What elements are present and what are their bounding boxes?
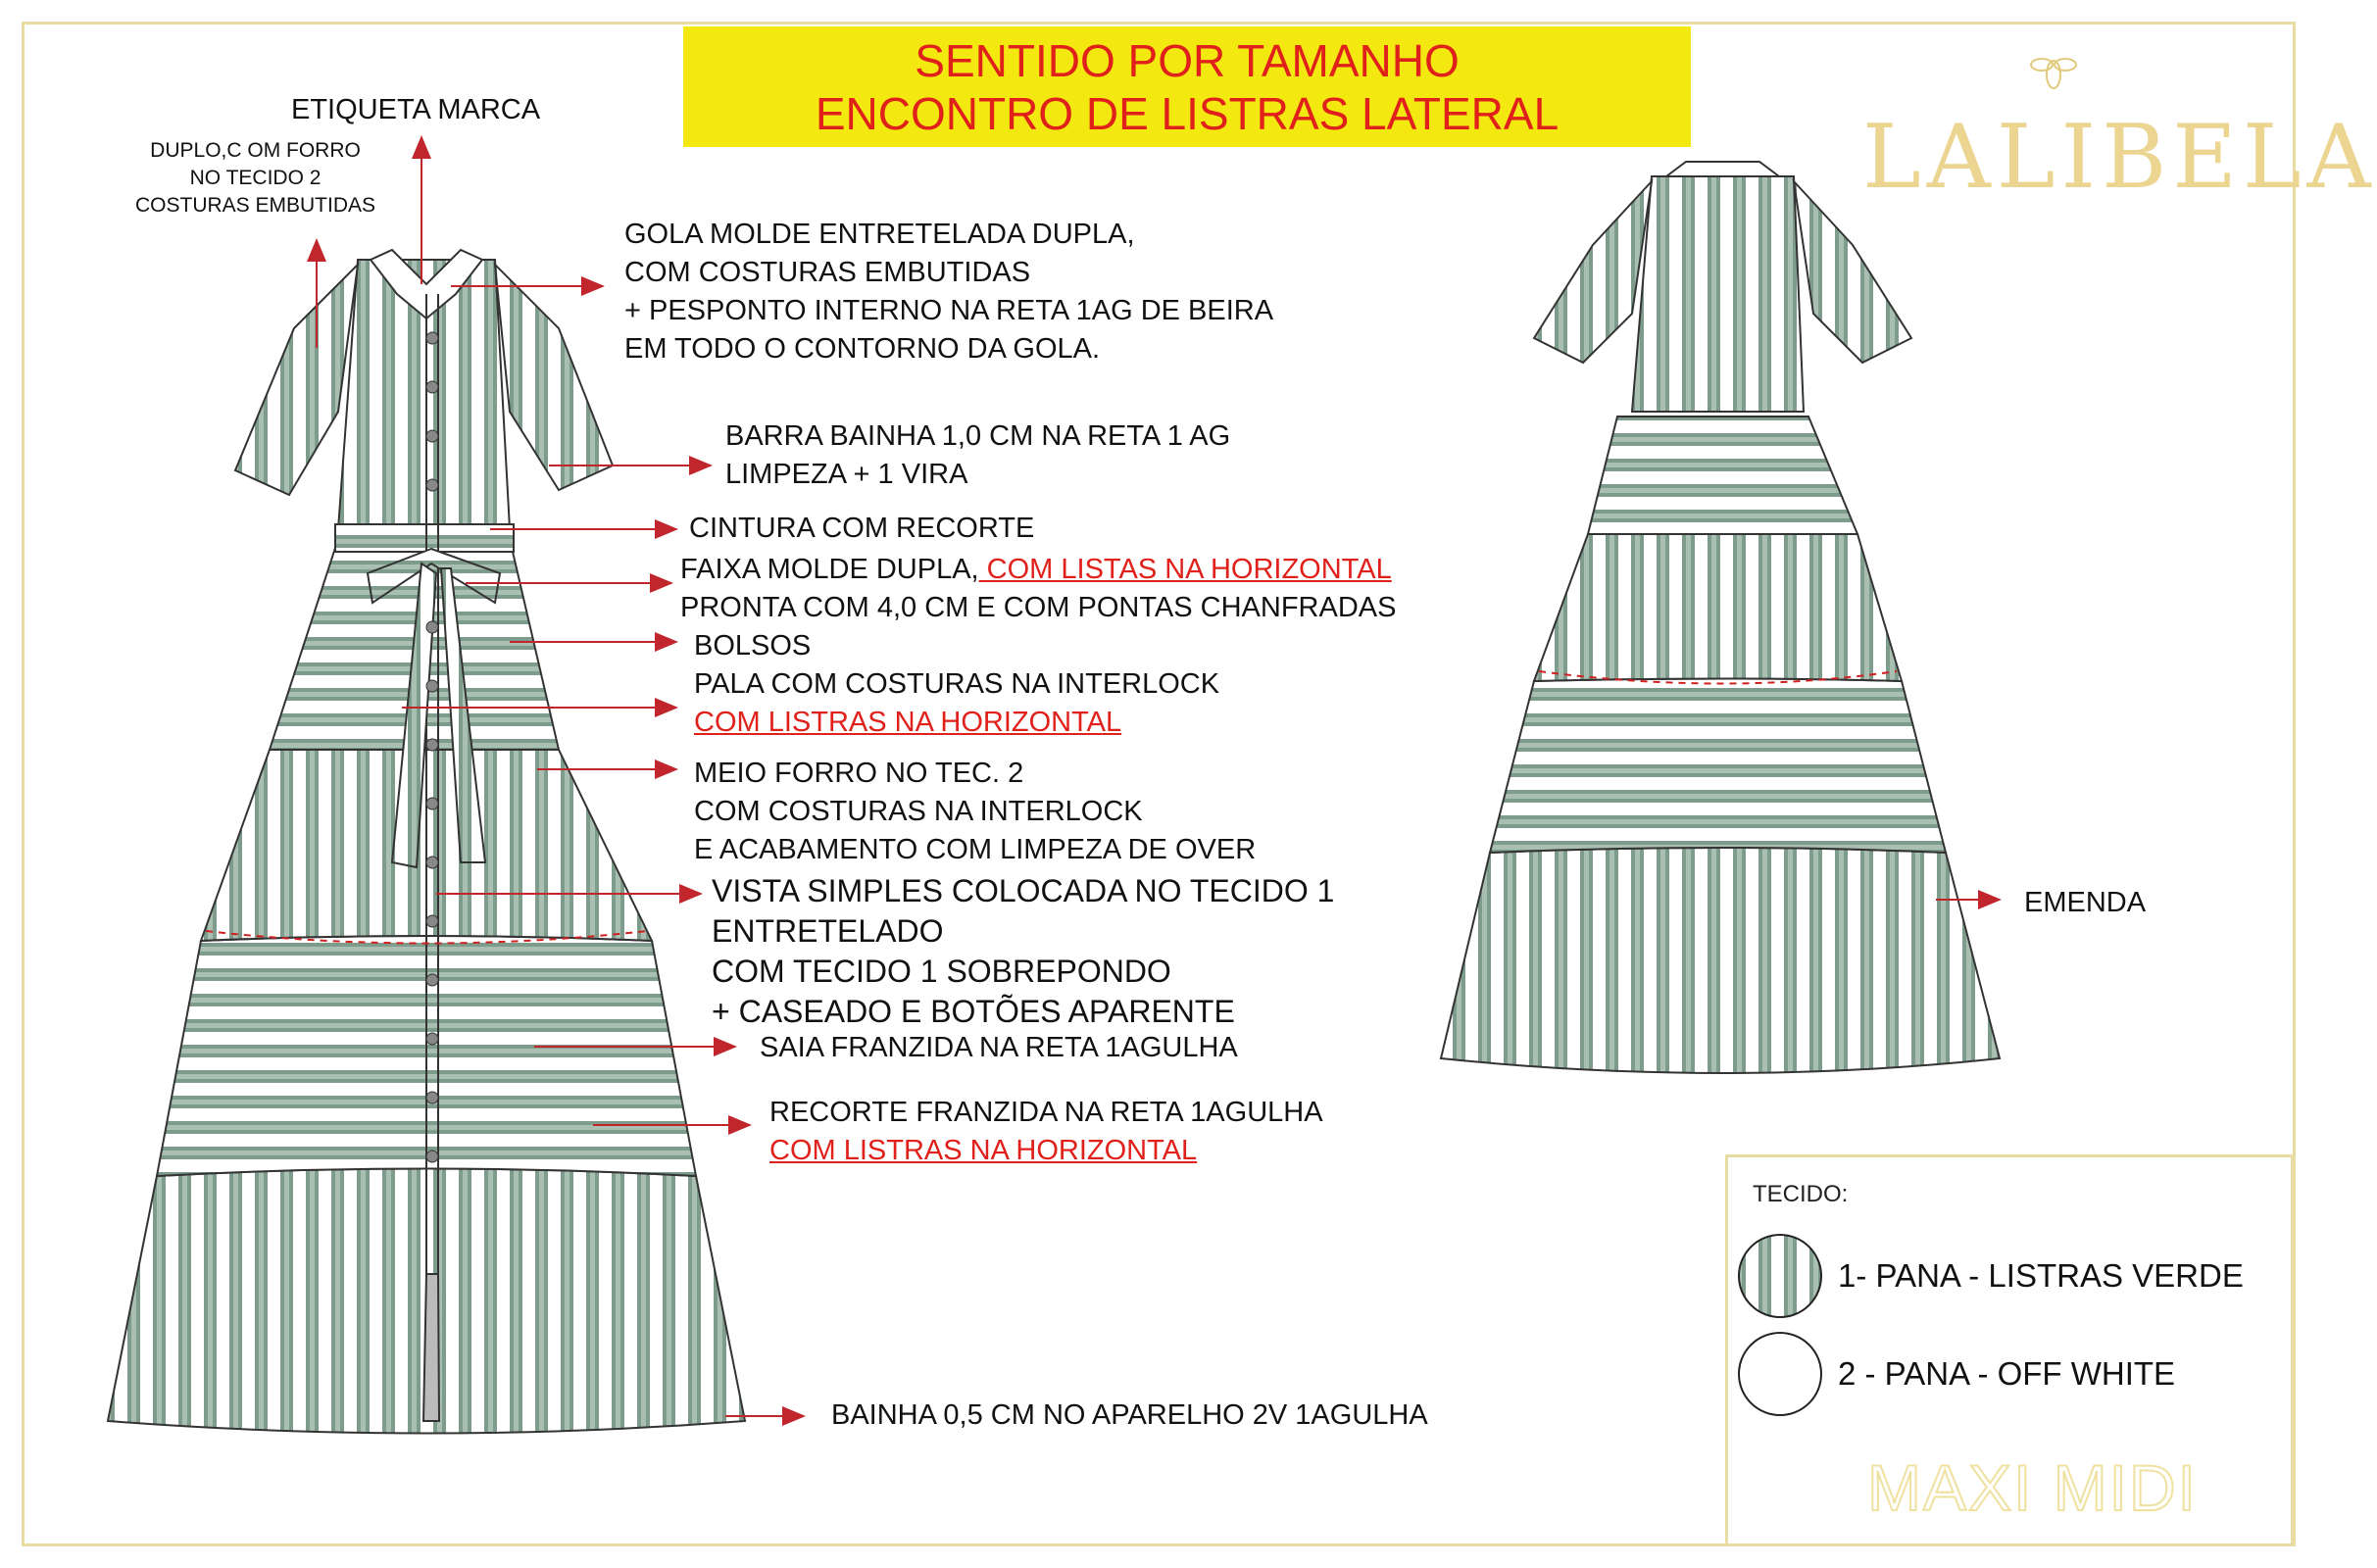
brand-logo: LALIBELA [1862,106,2377,209]
bee-icon [2029,49,2078,94]
front-right-sleeve [495,265,613,490]
label-meio-1: MEIO FORRO NO TEC. 2 [694,758,1024,789]
label-duplo-3: COSTURAS EMBUTIDAS [135,194,376,217]
label-vista-2: ENTRETELADO [712,913,944,949]
label-gola-4: EM TODO O CONTORNO DA GOLA. [624,333,1101,365]
banner-line-1: SENTIDO POR TAMANHO [915,35,1460,86]
back-skirt-tier-1 [1534,532,1902,682]
front-dress [108,250,745,1434]
label-duplo-1: DUPLO,C OM FORRO [150,139,361,162]
back-skirt-tier-2 [1490,679,1946,854]
label-bainha: BAINHA 0,5 CM NO APARELHO 2V 1AGULHA [831,1399,1428,1431]
label-bolsos: BOLSOS [694,630,812,662]
label-gola [624,216,1273,368]
label-duplo-2: NO TECIDO 2 [189,167,322,189]
label-pala [694,665,1219,742]
back-yoke [1588,416,1857,534]
label-vista-1: VISTA SIMPLES COLOCADA NO TECIDO 1 [712,873,1335,908]
back-bodice [1632,176,1804,412]
back-skirt-tier-3 [1441,848,2000,1073]
label-faixa-1b: COM LISTAS NA HORIZONTAL [978,554,1392,585]
banner-line-2: ENCONTRO DE LISTRAS LATERAL [815,88,1560,139]
label-pala-2: COM LISTRAS NA HORIZONTAL [694,707,1122,738]
label-pala-1: PALA COM COSTURAS NA INTERLOCK [694,668,1220,700]
label-etiqueta: ETIQUETA MARCA [291,94,541,125]
legend-item-2: 2 - PANA - OFF WHITE [1838,1355,2176,1392]
label-recorte [769,1094,1323,1170]
label-gola-2: COM COSTURAS EMBUTIDAS [624,257,1031,288]
label-recorte-1: RECORTE FRANZIDA NA RETA 1AGULHA [769,1097,1323,1128]
label-duplo [135,137,375,220]
instruction-banner [683,26,1691,147]
back-dress [1441,162,2000,1073]
label-recorte-2: COM LISTRAS NA HORIZONTAL [769,1135,1198,1166]
label-meio-forro [694,755,1256,869]
back-collar [1666,162,1779,176]
label-faixa-2: PRONTA COM 4,0 CM E COM PONTAS CHANFRADAS [680,592,1397,623]
label-vista-4: + CASEADO E BOTÕES APARENTE [712,994,1235,1029]
label-barra-2: LIMPEZA + 1 VIRA [725,459,968,490]
label-gola-3: + PESPONTO INTERNO NA RETA 1AG DE BEIRA [624,295,1274,326]
legend-item-1: 1- PANA - LISTRAS VERDE [1838,1257,2244,1294]
label-emenda: EMENDA [2024,887,2147,918]
label-cintura: CINTURA COM RECORTE [689,513,1035,544]
label-vista-3: COM TECIDO 1 SOBREPONDO [712,954,1171,989]
label-meio-2: COM COSTURAS NA INTERLOCK [694,796,1143,827]
label-gola-1: GOLA MOLDE ENTRETELADA DUPLA, [624,219,1135,250]
label-barra-1: BARRA BAINHA 1,0 CM NA RETA 1 AG [725,420,1231,452]
front-waistband [335,524,514,552]
back-left-sleeve [1534,181,1652,363]
label-faixa [680,551,1396,627]
label-barra [725,417,1230,494]
label-faixa-1a: FAIXA MOLDE DUPLA, [680,554,979,585]
front-left-sleeve [235,265,358,495]
legend-title: TECIDO: [1753,1181,1849,1207]
label-vista [712,871,1334,1032]
label-meio-3: E ACABAMENTO COM LIMPEZA DE OVER [694,834,1257,865]
label-saia: SAIA FRANZIDA NA RETA 1AGULHA [760,1032,1238,1063]
model-name: MAXI MIDI [1867,1451,2199,1524]
